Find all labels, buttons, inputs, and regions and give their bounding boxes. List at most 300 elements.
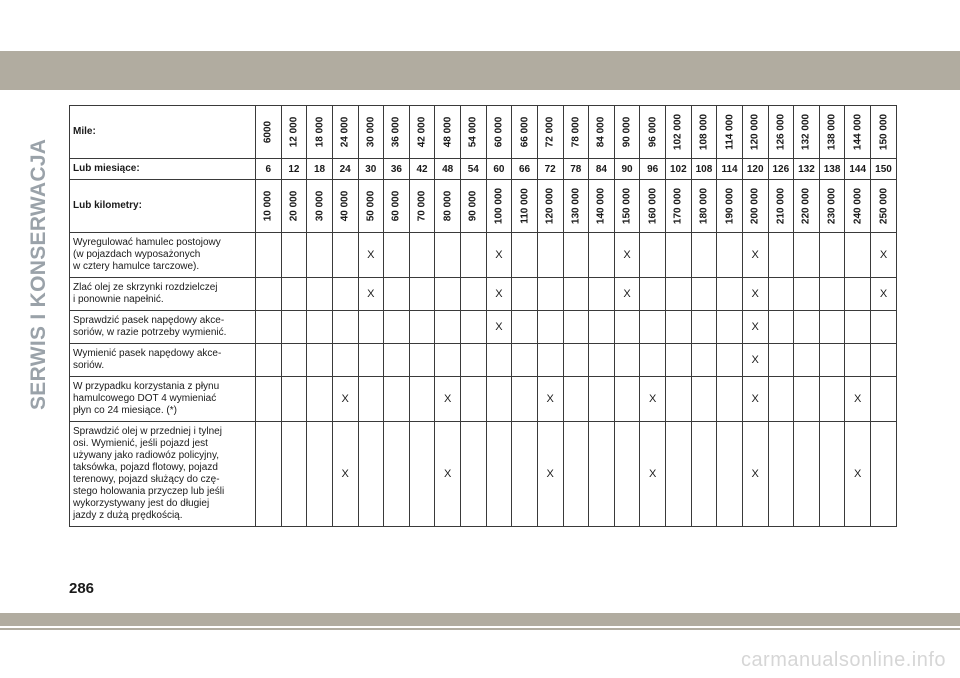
schedule-cell xyxy=(256,278,282,311)
table-row xyxy=(70,278,897,311)
schedule-cell xyxy=(307,377,333,422)
miles-header-cell xyxy=(435,106,461,159)
miles-header-cell xyxy=(794,106,820,159)
km-header-cell xyxy=(563,180,589,233)
task-text-line: Zlać olej ze skrzynki rozdzielczej xyxy=(73,282,218,293)
maintenance-schedule-table xyxy=(69,105,897,527)
km-header-cell xyxy=(281,180,307,233)
km-header-cell xyxy=(768,180,794,233)
months-header-cell: 102 xyxy=(666,159,692,180)
schedule-cell xyxy=(409,233,435,278)
miles-header-cell xyxy=(563,106,589,159)
schedule-cell xyxy=(768,278,794,311)
task-text-line: Wyregulować hamulec postojowy xyxy=(73,237,221,248)
schedule-cell xyxy=(256,233,282,278)
schedule-cell xyxy=(768,311,794,344)
schedule-cell xyxy=(589,422,615,527)
schedule-cell xyxy=(307,422,333,527)
task-description xyxy=(70,311,256,344)
schedule-cell xyxy=(307,344,333,377)
table-row xyxy=(70,422,897,527)
miles-header-cell xyxy=(589,106,615,159)
task-text-line: soriów. xyxy=(73,360,105,371)
schedule-cell xyxy=(358,377,384,422)
schedule-cell xyxy=(819,422,845,527)
miles-value: 24 000 xyxy=(339,116,351,148)
schedule-mark: X xyxy=(486,278,512,311)
schedule-cell xyxy=(435,278,461,311)
km-header-cell xyxy=(589,180,615,233)
section-title: SERWIS I KONSERWACJA xyxy=(27,138,50,410)
schedule-mark: X xyxy=(742,377,768,422)
schedule-cell xyxy=(794,233,820,278)
km-value: 110 000 xyxy=(519,188,531,224)
miles-header-cell xyxy=(717,106,743,159)
miles-value: 78 000 xyxy=(570,116,582,148)
schedule-cell xyxy=(512,233,538,278)
km-value: 220 000 xyxy=(800,187,812,225)
schedule-cell xyxy=(563,311,589,344)
km-header-cell xyxy=(691,180,717,233)
months-header-cell: 114 xyxy=(717,159,743,180)
miles-value: 138 000 xyxy=(826,113,838,151)
miles-value: 150 000 xyxy=(878,113,889,151)
schedule-cell xyxy=(384,311,410,344)
miles-header-cell xyxy=(307,106,333,159)
schedule-mark: X xyxy=(742,311,768,344)
km-value: 230 000 xyxy=(826,187,838,225)
months-header-cell: 66 xyxy=(512,159,538,180)
miles-header-cell xyxy=(281,106,307,159)
task-description xyxy=(70,344,256,377)
schedule-cell xyxy=(384,278,410,311)
km-header-row xyxy=(70,180,897,233)
schedule-cell xyxy=(717,233,743,278)
miles-header-cell xyxy=(358,106,384,159)
schedule-cell xyxy=(461,422,487,527)
schedule-cell xyxy=(691,233,717,278)
miles-header-cell xyxy=(537,106,563,159)
schedule-cell xyxy=(614,311,640,344)
schedule-cell xyxy=(819,311,845,344)
watermark: carmanualsonline.info xyxy=(740,649,946,671)
km-header-cell xyxy=(332,180,358,233)
task-text-line: terenowy, pojazd służący do czę- xyxy=(73,474,220,485)
schedule-cell xyxy=(768,344,794,377)
schedule-cell xyxy=(486,344,512,377)
schedule-mark: X xyxy=(640,377,666,422)
table-row xyxy=(70,233,897,278)
schedule-cell xyxy=(640,278,666,311)
page-number: 286 xyxy=(69,580,95,597)
km-value: 160 000 xyxy=(647,187,659,225)
schedule-cell xyxy=(691,311,717,344)
months-header-row xyxy=(70,159,897,180)
km-value: 40 000 xyxy=(339,190,351,222)
months-header-cell: 24 xyxy=(332,159,358,180)
schedule-mark: X xyxy=(537,377,563,422)
miles-header-cell xyxy=(691,106,717,159)
months-header-cell: 150 xyxy=(871,159,897,180)
km-value: 250 000 xyxy=(878,187,889,225)
miles-value: 48 000 xyxy=(442,116,454,148)
schedule-cell xyxy=(358,344,384,377)
schedule-cell xyxy=(640,344,666,377)
schedule-cell xyxy=(614,344,640,377)
miles-value: 108 000 xyxy=(698,113,710,151)
schedule-cell xyxy=(307,278,333,311)
schedule-cell xyxy=(461,233,487,278)
schedule-cell xyxy=(281,311,307,344)
months-header-cell: 78 xyxy=(563,159,589,180)
schedule-mark: X xyxy=(435,377,461,422)
miles-value: 42 000 xyxy=(416,116,428,148)
schedule-cell xyxy=(589,278,615,311)
miles-header-cell xyxy=(614,106,640,159)
miles-value: 6000 xyxy=(262,120,274,144)
km-header-cell xyxy=(640,180,666,233)
task-text-line: osi. Wymienić, jeśli pojazd jest xyxy=(73,438,208,449)
schedule-cell xyxy=(281,233,307,278)
months-header-cell: 96 xyxy=(640,159,666,180)
schedule-cell xyxy=(819,344,845,377)
schedule-cell xyxy=(666,311,692,344)
miles-value: 72 000 xyxy=(544,116,556,148)
task-description xyxy=(70,233,256,278)
schedule-cell xyxy=(768,233,794,278)
km-label: Lub kilometry: xyxy=(70,180,256,233)
schedule-cell xyxy=(563,377,589,422)
miles-value: 54 000 xyxy=(467,116,479,148)
schedule-cell xyxy=(794,377,820,422)
km-value: 60 000 xyxy=(390,190,402,222)
task-text-line: (w pojazdach wyposażonych xyxy=(73,249,201,260)
km-header-cell xyxy=(537,180,563,233)
months-header-cell: 30 xyxy=(358,159,384,180)
miles-header-row xyxy=(70,106,897,159)
schedule-cell xyxy=(717,311,743,344)
km-header-cell xyxy=(435,180,461,233)
task-text-line: Sprawdzić pasek napędowy akce- xyxy=(73,315,225,326)
km-header-cell xyxy=(717,180,743,233)
schedule-cell xyxy=(666,377,692,422)
schedule-cell xyxy=(666,233,692,278)
schedule-cell xyxy=(563,233,589,278)
schedule-cell xyxy=(512,311,538,344)
schedule-cell xyxy=(384,344,410,377)
km-value: 170 000 xyxy=(672,187,684,225)
schedule-cell xyxy=(871,422,897,527)
schedule-cell xyxy=(768,377,794,422)
header-band xyxy=(0,51,960,90)
miles-value: 60 000 xyxy=(493,116,505,148)
schedule-cell xyxy=(307,311,333,344)
miles-header-cell xyxy=(845,106,871,159)
task-text-line: w cztery hamulce tarczowe). xyxy=(73,261,200,272)
miles-value: 18 000 xyxy=(314,116,326,148)
miles-header-cell xyxy=(871,106,897,159)
schedule-cell xyxy=(358,422,384,527)
schedule-mark: X xyxy=(486,311,512,344)
miles-value: 126 000 xyxy=(775,113,787,151)
km-header-cell xyxy=(384,180,410,233)
miles-value: 120 000 xyxy=(749,113,761,151)
schedule-cell xyxy=(435,344,461,377)
km-value: 210 000 xyxy=(775,187,787,225)
km-value: 100 000 xyxy=(493,187,505,225)
months-header-cell: 84 xyxy=(589,159,615,180)
schedule-cell xyxy=(512,377,538,422)
task-text-line: jazdy z dużą prędkością. xyxy=(73,510,183,521)
schedule-cell xyxy=(768,422,794,527)
schedule-cell xyxy=(537,233,563,278)
task-text-line: płyn co 24 miesiące. (*) xyxy=(73,405,177,416)
task-text-line: W przypadku korzystania z płynu xyxy=(73,381,220,392)
schedule-cell xyxy=(717,344,743,377)
schedule-cell xyxy=(819,377,845,422)
schedule-cell xyxy=(691,278,717,311)
miles-value: 96 000 xyxy=(647,116,659,148)
schedule-cell xyxy=(461,278,487,311)
schedule-cell xyxy=(691,422,717,527)
task-text-line: hamulcowego DOT 4 wymieniać xyxy=(73,393,217,404)
schedule-cell xyxy=(409,311,435,344)
schedule-cell xyxy=(666,344,692,377)
km-header-cell xyxy=(666,180,692,233)
schedule-cell xyxy=(332,278,358,311)
schedule-cell xyxy=(537,311,563,344)
schedule-cell xyxy=(537,344,563,377)
schedule-cell xyxy=(794,311,820,344)
km-header-cell xyxy=(358,180,384,233)
schedule-mark: X xyxy=(358,233,384,278)
schedule-cell xyxy=(332,311,358,344)
schedule-cell xyxy=(794,422,820,527)
months-header-cell: 108 xyxy=(691,159,717,180)
section-title-vertical xyxy=(24,100,54,410)
km-header-cell xyxy=(871,180,897,233)
miles-header-cell xyxy=(461,106,487,159)
km-value: 240 000 xyxy=(852,187,864,225)
schedule-cell xyxy=(614,377,640,422)
table-row xyxy=(70,377,897,422)
schedule-cell xyxy=(845,311,871,344)
footer-line xyxy=(0,628,960,630)
schedule-cell xyxy=(307,233,333,278)
schedule-cell xyxy=(640,311,666,344)
months-header-cell: 126 xyxy=(768,159,794,180)
schedule-cell xyxy=(281,344,307,377)
miles-value: 36 000 xyxy=(390,116,402,148)
schedule-mark: X xyxy=(640,422,666,527)
schedule-cell xyxy=(537,278,563,311)
months-header-cell: 144 xyxy=(845,159,871,180)
miles-header-cell xyxy=(666,106,692,159)
months-header-cell: 138 xyxy=(819,159,845,180)
schedule-cell xyxy=(281,422,307,527)
months-header-cell: 48 xyxy=(435,159,461,180)
schedule-cell xyxy=(486,377,512,422)
schedule-cell xyxy=(717,422,743,527)
km-value: 140 000 xyxy=(595,187,607,225)
km-header-cell xyxy=(512,180,538,233)
task-text-line: Wymienić pasek napędowy akce- xyxy=(73,348,222,359)
task-text-line: taksówka, pojazd flotowy, pojazd xyxy=(73,462,218,473)
miles-value: 90 000 xyxy=(621,116,633,148)
schedule-cell xyxy=(256,311,282,344)
schedule-cell xyxy=(614,422,640,527)
months-header-cell: 12 xyxy=(281,159,307,180)
schedule-cell xyxy=(332,344,358,377)
schedule-cell xyxy=(409,278,435,311)
schedule-cell xyxy=(384,377,410,422)
schedule-mark: X xyxy=(742,422,768,527)
km-value: 190 000 xyxy=(724,187,736,225)
schedule-cell xyxy=(256,344,282,377)
km-value: 30 000 xyxy=(314,190,326,222)
schedule-cell xyxy=(358,311,384,344)
schedule-cell xyxy=(845,233,871,278)
miles-header-cell xyxy=(256,106,282,159)
months-label: Lub miesiące: xyxy=(70,159,256,180)
months-header-cell: 18 xyxy=(307,159,333,180)
schedule-cell xyxy=(589,311,615,344)
schedule-cell xyxy=(512,422,538,527)
task-text-line: używany jako radiowóz policyjny, xyxy=(73,450,219,461)
schedule-cell xyxy=(871,377,897,422)
schedule-cell xyxy=(384,233,410,278)
schedule-cell xyxy=(563,344,589,377)
schedule-cell xyxy=(666,278,692,311)
schedule-cell xyxy=(845,278,871,311)
km-header-cell xyxy=(845,180,871,233)
schedule-mark: X xyxy=(614,278,640,311)
schedule-cell xyxy=(794,344,820,377)
schedule-mark: X xyxy=(358,278,384,311)
schedule-cell xyxy=(461,344,487,377)
schedule-cell xyxy=(512,344,538,377)
miles-header-cell xyxy=(819,106,845,159)
schedule-mark: X xyxy=(871,278,897,311)
table-row xyxy=(70,344,897,377)
miles-header-cell xyxy=(768,106,794,159)
schedule-cell xyxy=(589,344,615,377)
months-header-cell: 132 xyxy=(794,159,820,180)
task-text-line: i ponownie napełnić. xyxy=(73,294,164,305)
schedule-mark: X xyxy=(332,422,358,527)
schedule-cell xyxy=(819,233,845,278)
km-header-cell xyxy=(819,180,845,233)
schedule-mark: X xyxy=(742,233,768,278)
km-value: 200 000 xyxy=(749,187,761,225)
schedule-cell xyxy=(332,233,358,278)
km-header-cell xyxy=(409,180,435,233)
schedule-mark: X xyxy=(871,233,897,278)
months-header-cell: 42 xyxy=(409,159,435,180)
km-value: 50 000 xyxy=(365,190,377,222)
schedule-cell xyxy=(717,278,743,311)
schedule-mark: X xyxy=(614,233,640,278)
schedule-cell xyxy=(256,422,282,527)
schedule-cell xyxy=(409,344,435,377)
schedule-cell xyxy=(256,377,282,422)
schedule-mark: X xyxy=(332,377,358,422)
km-header-cell xyxy=(307,180,333,233)
schedule-cell xyxy=(512,278,538,311)
km-value: 90 000 xyxy=(467,190,479,222)
months-header-cell: 54 xyxy=(461,159,487,180)
task-text-line: wykorzystywany jest do długiej xyxy=(73,498,210,509)
months-header-cell: 90 xyxy=(614,159,640,180)
miles-value: 144 000 xyxy=(852,113,864,151)
months-header-cell: 36 xyxy=(384,159,410,180)
schedule-cell xyxy=(871,311,897,344)
months-header-cell: 120 xyxy=(742,159,768,180)
schedule-cell xyxy=(486,422,512,527)
schedule-cell xyxy=(435,311,461,344)
miles-value: 84 000 xyxy=(595,116,607,148)
miles-value: 12 000 xyxy=(288,116,300,148)
schedule-mark: X xyxy=(537,422,563,527)
km-header-cell xyxy=(256,180,282,233)
task-text-line: Sprawdzić olej w przedniej i tylnej xyxy=(73,426,222,437)
schedule-mark: X xyxy=(845,422,871,527)
schedule-cell xyxy=(461,377,487,422)
schedule-cell xyxy=(281,377,307,422)
months-header-cell: 72 xyxy=(537,159,563,180)
km-header-cell xyxy=(742,180,768,233)
months-header-cell: 6 xyxy=(256,159,282,180)
schedule-cell xyxy=(691,377,717,422)
schedule-cell xyxy=(691,344,717,377)
table-row xyxy=(70,311,897,344)
schedule-mark: X xyxy=(845,377,871,422)
schedule-cell xyxy=(666,422,692,527)
schedule-cell xyxy=(461,311,487,344)
schedule-cell xyxy=(589,233,615,278)
km-value: 180 000 xyxy=(698,187,710,225)
miles-header-cell xyxy=(640,106,666,159)
schedule-cell xyxy=(794,278,820,311)
schedule-cell xyxy=(409,377,435,422)
miles-header-cell xyxy=(332,106,358,159)
schedule-mark: X xyxy=(435,422,461,527)
miles-value: 102 000 xyxy=(672,113,684,151)
km-header-cell xyxy=(486,180,512,233)
km-value: 20 000 xyxy=(288,190,300,222)
task-text-line: soriów, w razie potrzeby wymienić. xyxy=(73,327,227,338)
schedule-mark: X xyxy=(486,233,512,278)
miles-value: 132 000 xyxy=(800,113,812,151)
schedule-cell xyxy=(281,278,307,311)
miles-header-cell xyxy=(384,106,410,159)
km-value: 70 000 xyxy=(416,190,428,222)
miles-header-cell xyxy=(742,106,768,159)
months-header-cell: 60 xyxy=(486,159,512,180)
schedule-cell xyxy=(409,422,435,527)
miles-header-cell xyxy=(486,106,512,159)
km-header-cell xyxy=(461,180,487,233)
miles-header-cell xyxy=(512,106,538,159)
task-description xyxy=(70,422,256,527)
schedule-cell xyxy=(717,377,743,422)
schedule-cell xyxy=(871,344,897,377)
schedule-cell xyxy=(435,233,461,278)
miles-value: 66 000 xyxy=(519,116,531,148)
schedule-cell xyxy=(563,278,589,311)
task-description xyxy=(70,278,256,311)
miles-value: 114 000 xyxy=(724,114,736,150)
